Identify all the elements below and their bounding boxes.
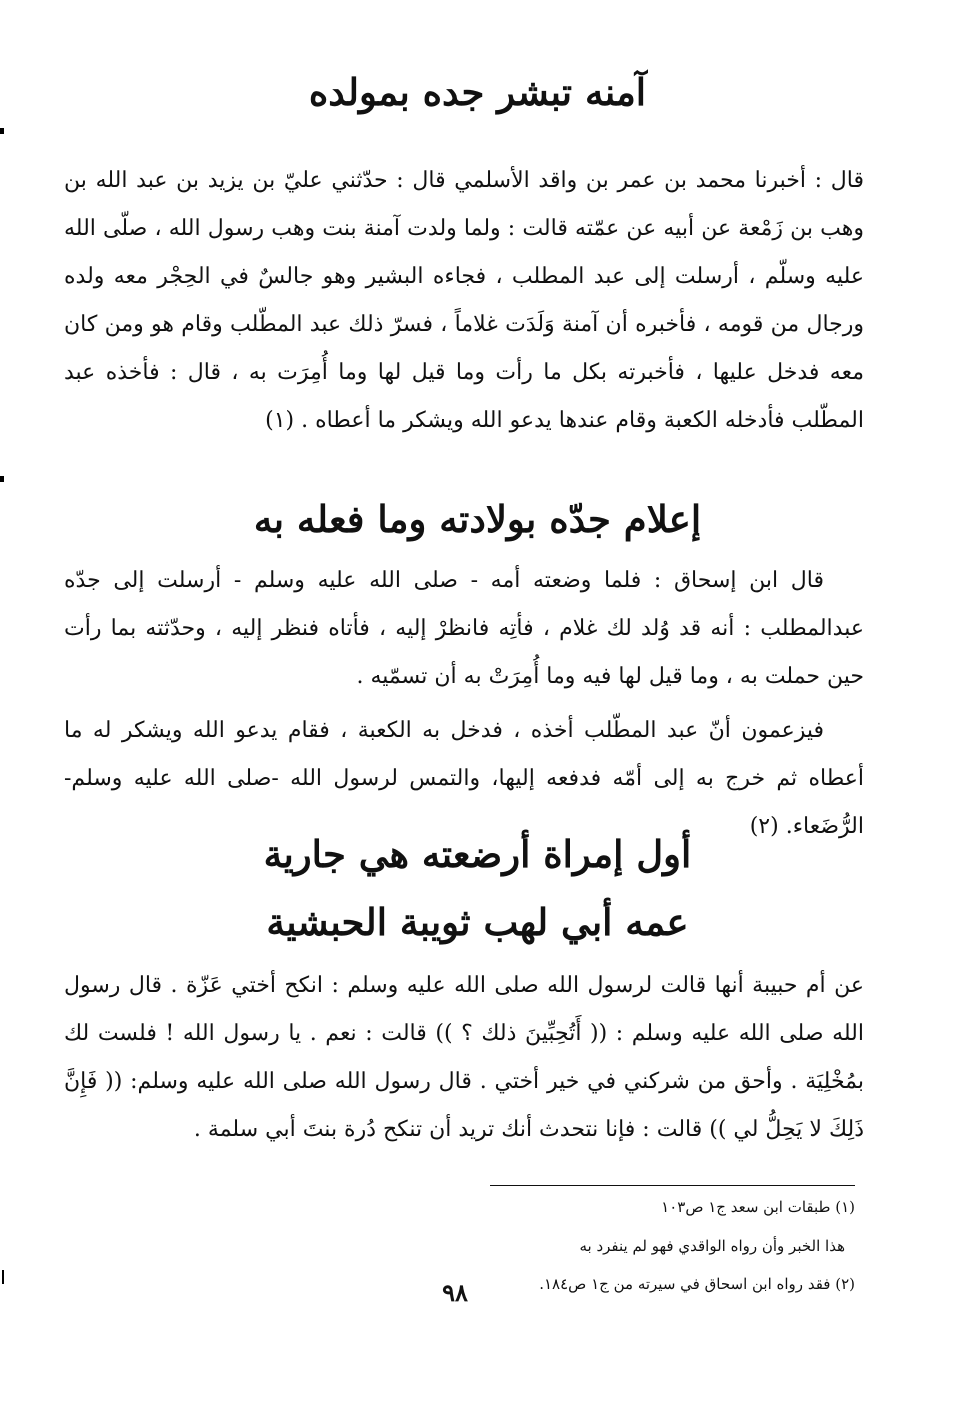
footnote-1: (١) طبقات ابن سعد ج١ ص١٠٣ [661,1198,855,1216]
section-heading-amina: آمنه تبشر جده بمولده [308,70,647,114]
scan-edge-mark [0,128,4,134]
paragraph-umm-habiba: عن أم حبيبة أنها قالت لرسول الله صلى الله عليه وسلم : انكح أختي عَزّة . قال رسول الله صلى الله عليه وسلم : (( أَتُحِبِّينَ ذلك ؟ )) قالت : نعم . يا رسول الله ! فلست لك بمُخْلِيَة . وأحق من شركني في خير أختي . قال رسول الله صلى الله عليه وسلم: (( فَإِنَّ ذَلِكَ لا يَحِلُّ لي )) قالت : فإنا نتحدث أنك تريد أن تنكح دُرة بنتَ أبي سلمة . [64,973,864,1142]
paragraph-ibn-ishaq: قال ابن إسحاق : فلما وضعته أمه - صلى الله عليه وسلم - أرسلت إلى جدّه عبدالمطلب : أنه قد وُلد لك غلام ، فأتِه فانظرْ إليه ، فأتاه فنظر إليه ، وحدّثته بما رأت حين حملت به ، وما قيل لها فيه وما أُمِرَتْ به أن تسمّيه . [64,568,864,689]
footnote-note: هذا الخبر وأن رواه الواقدي فهو لم ينفرد به [579,1237,845,1255]
scan-edge-mark [0,476,4,482]
footnote-2: (٢) فقد رواه ابن اسحاق في سيرته من ج١ ص١٨٤. [539,1275,855,1293]
section-heading-first-nurse-line2: عمه أبي لهب ثويبة الحبشية [266,900,689,944]
paragraph-amina-birth: قال : أخبرنا محمد بن عمر بن واقد الأسلمي قال : حدّثني عليّ بن يزيد بن عبد الله بن وهب بن زَمْعة عن أبيه عن عمّته قالت : ولما ولدت آمنة بنت وهب رسول الله ، صلّى الله عليه وسلّم ، أرسلت إلى عبد المطلب ، فجاءه البشير وهو جالسٌ في الحِجْر معه ولده ورجال من قومه ، فأخبره أن آمنة وَلَدَت غلاماً ، فسرّ ذلك عبد المطّلب وقام هو ومن كان معه فدخل عليها ، فأخبرته بكل ما رأت وما قيل لها وما أُمِرَت به ، قال : فأخذه عبد المطّلب فأدخله الكعبة وقام عندها يدعو الله ويشكر ما أعطاه . (١) [64,168,864,433]
page-number: ٩٨ [442,1278,468,1307]
section-heading-first-nurse-line1: أول إمراة أرضعته هي جارية [263,832,692,876]
paragraph-kaaba: فيزعمون أنّ عبد المطّلب أخذه ، فدخل به الكعبة ، فقام يدعو الله ويشكر له ما أعطاه ثم خرج به إلى أمّه فدفعه إليها، والتمس لرسول الله -صلى الله عليه وسلم- الرُّضَعاء. (٢) [64,718,864,839]
footnote-divider [490,1185,855,1186]
scan-edge-mark [2,1270,4,1284]
section-heading-grandfather: إعلام جدّه بولادته وما فعله به [253,497,702,541]
